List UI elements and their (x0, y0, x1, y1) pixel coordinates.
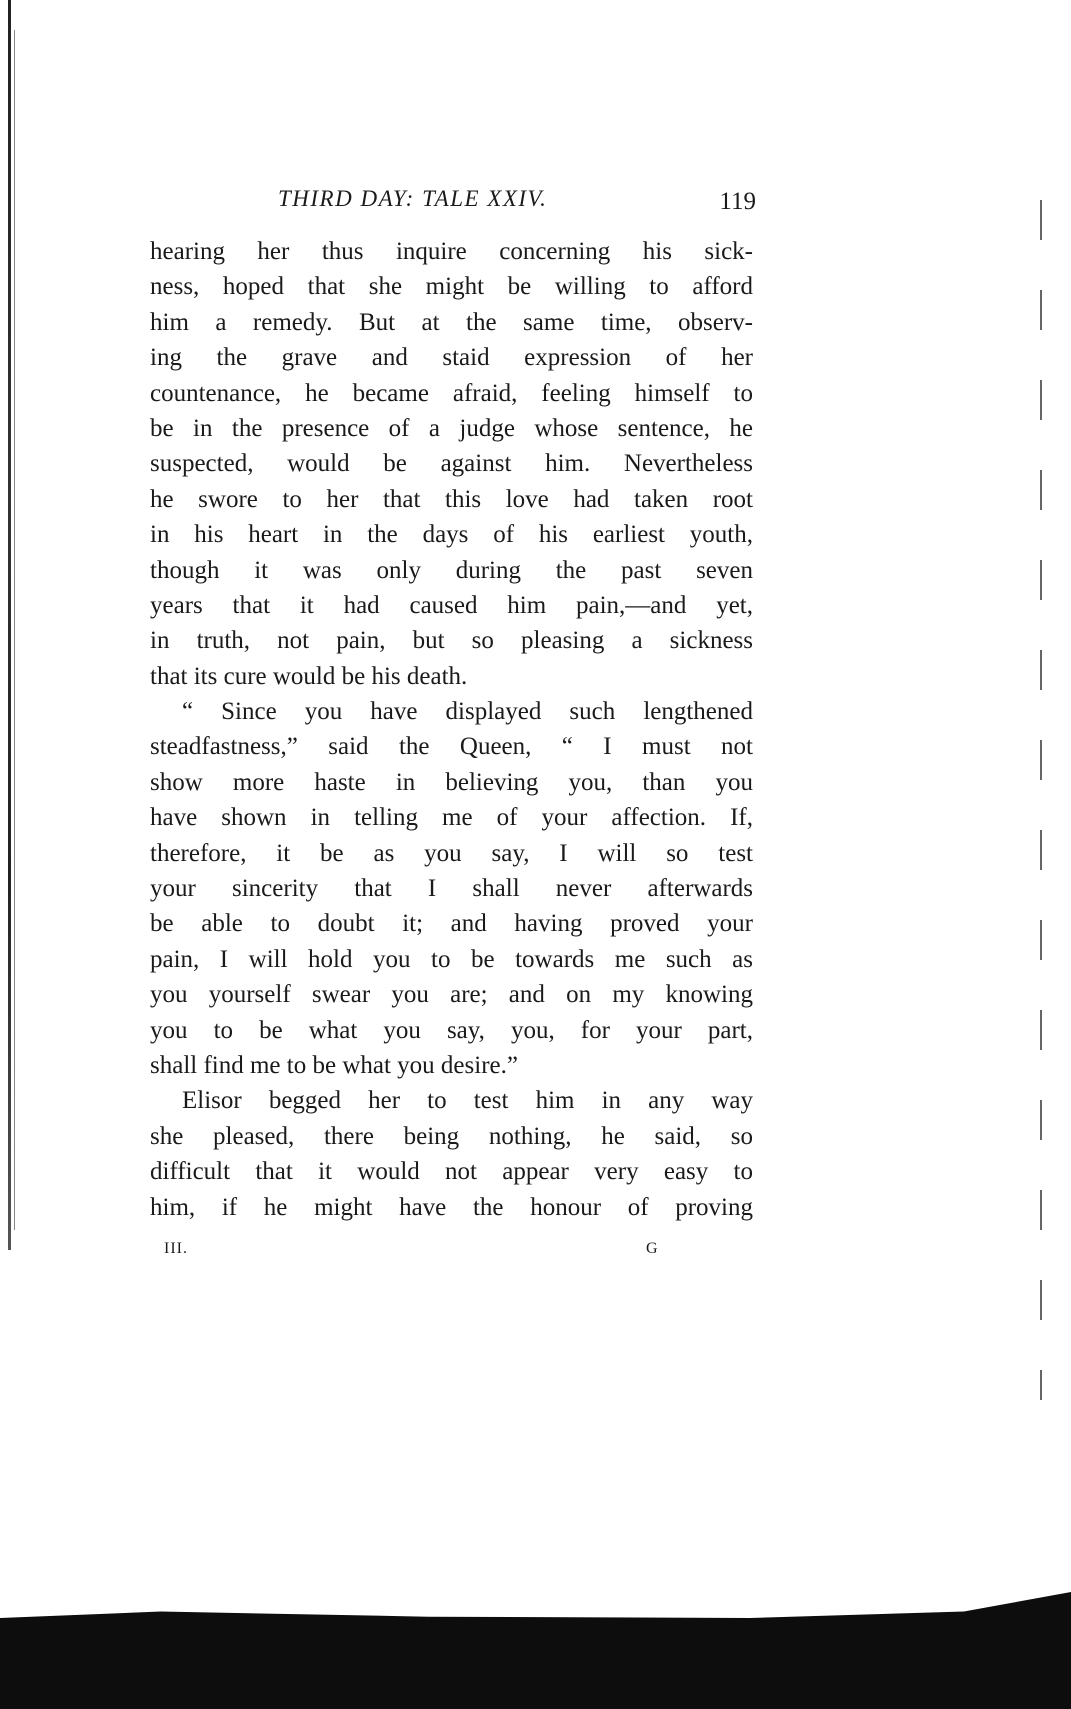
text-line: he swore to her that this love had taken root (150, 485, 753, 513)
running-head-title: THIRD DAY: TALE XXIV. (278, 186, 548, 211)
signature-line (150, 1240, 753, 1264)
text-line: therefore, it be as you say, I will so test (150, 839, 753, 867)
text-line: your sincerity that I shall never afterwards (150, 875, 753, 903)
text-line: she pleased, there being nothing, he said, so (150, 1122, 753, 1150)
paragraph (150, 1083, 753, 1225)
text-line: in truth, not pain, but so pleasing a sickness (150, 627, 753, 655)
text-line: that its cure would be his death. (150, 662, 468, 690)
text-line: in his heart in the days of his earliest youth, (150, 521, 753, 549)
page-number: 119 (719, 188, 756, 215)
text-line: pain, I will hold you to be towards me such as (150, 945, 753, 973)
text-line: hearing her thus inquire concerning his sick- (150, 238, 753, 265)
binding-edge (8, 0, 11, 1250)
text-line: him, if he might have the honour of proving (150, 1193, 753, 1221)
text-line: show more haste in believing you, than you (150, 768, 753, 796)
text-line: you yourself swear you are; and on my knowing (150, 981, 753, 1009)
text-line: you to be what you say, you, for your part, (150, 1016, 753, 1044)
text-line: ness, hoped that she might be willing to afford (150, 273, 753, 301)
running-head (150, 186, 756, 220)
paragraph (150, 694, 753, 1083)
signature-letter: G (646, 1240, 659, 1257)
volume-mark: III. (164, 1240, 188, 1257)
text-line: steadfastness,” said the Queen, “ I must not (150, 733, 753, 761)
text-line: countenance, he became afraid, feeling himself to (150, 379, 753, 407)
scan-edge-marks (1040, 200, 1042, 1400)
text-line: “ Since you have displayed such lengthened (182, 698, 753, 726)
paragraph (150, 234, 753, 694)
text-line: suspected, would be against him. Nevertheless (150, 450, 753, 478)
text-line: though it was only during the past seven (150, 556, 753, 584)
text-line: shall find me to be what you desire.” (150, 1051, 518, 1079)
text-line: him a remedy. But at the same time, observ- (150, 308, 753, 336)
text-line: have shown in telling me of your affection. If, (150, 804, 753, 832)
text-line: years that it had caused him pain,—and yet, (150, 591, 753, 619)
text-line: Elisor begged her to test him in any way (182, 1087, 753, 1115)
text-line: difficult that it would not appear very easy to (150, 1158, 753, 1186)
binding-edge-line (14, 30, 15, 1230)
text-line: be able to doubt it; and having proved your (150, 910, 753, 938)
body-text (150, 234, 753, 1225)
text-line: ing the grave and staid expression of her (150, 344, 753, 372)
scan-shadow (0, 1579, 1071, 1709)
text-line: be in the presence of a judge whose sentence, he (150, 414, 753, 442)
